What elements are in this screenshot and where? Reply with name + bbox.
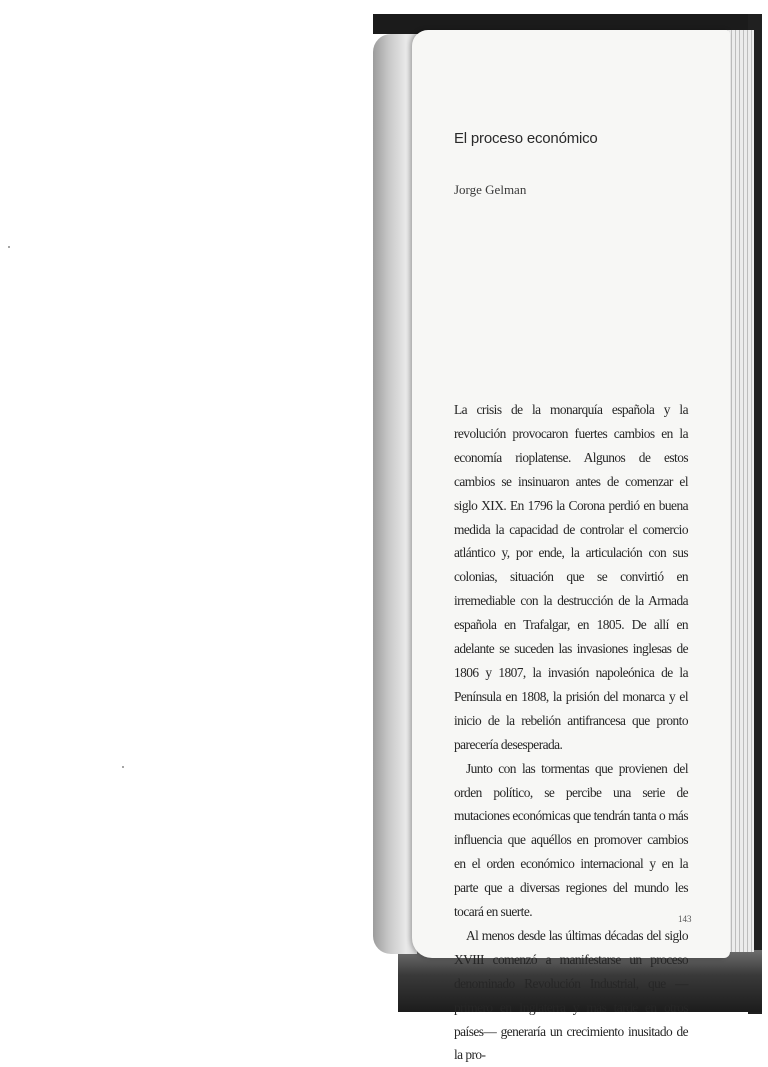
- dust-speck: [122, 766, 124, 768]
- book-page: [412, 30, 730, 1063]
- chapter-author: Jorge Gelman: [454, 182, 527, 197]
- paragraph: La crisis de la monarquía española y la revolución provocaron fuertes cambios en la economía rioplatense. Algunos de estos cambios se insinuaron antes de comenzar el siglo XIX. En 1796 la Corona perdió en buena medida la capacidad de controlar el comercio atlántico y, por ende, la articulación con sus colonias, situación que se convirtió en irremediable con la destrucción de la Armada española en Trafalgar, en 1805. De allí en adelante se suceden las invasiones inglesas de 1806 y 1807, la invasión napoleónica de la Península en 1808, la prisión del monarca y el inicio de la rebelión antifrancesa que pronto parecería desesperada.: [454, 402, 688, 752]
- chapter-title: El proceso económico: [454, 130, 598, 147]
- paragraph: Junto con las tormentas que provienen del orden político, se percibe una serie de mutaciones económicas que tendrán tanta o más influencia que aquéllos en promover cambios en el orden económico internacional y en la parte que a diversas regiones del mundo les tocará en suerte.: [454, 760, 688, 920]
- body-text: [454, 398, 688, 1067]
- dust-speck: [8, 246, 10, 248]
- paragraph: Al menos desde las últimas décadas del siglo XVIII comenzó a manifestarse un proceso denominado Revolución Industrial, que —primero en Inglaterra y más tarde en otros países— generaría un crecimiento inusitado de la pro-: [454, 927, 688, 1063]
- book-spine-curve: [373, 34, 417, 954]
- page-number: 143: [678, 914, 692, 924]
